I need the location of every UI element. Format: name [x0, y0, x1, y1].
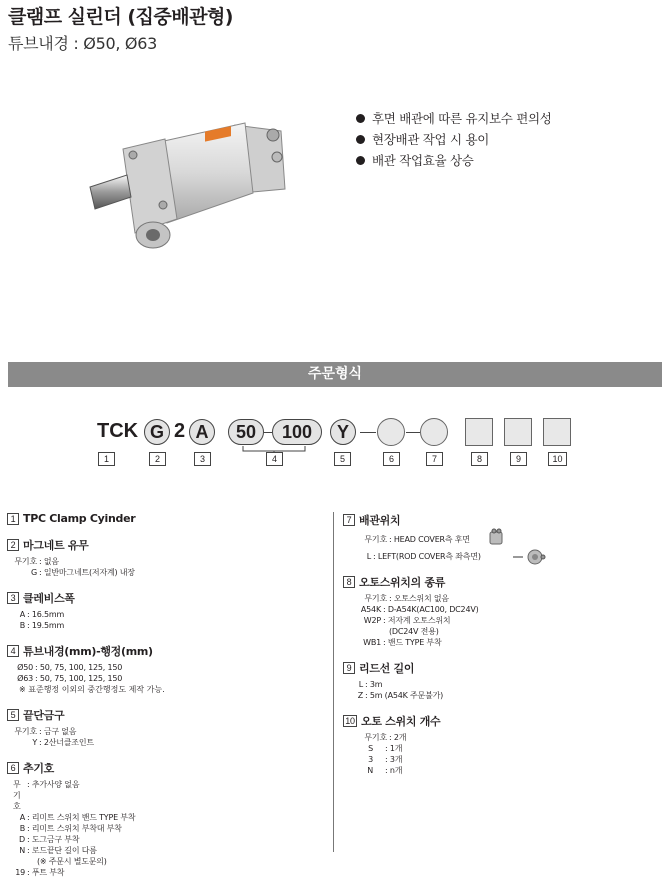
spec-section: 2 마그네트 유무 무기호 : 없음 G : 일반마그네트(저자계) 내장 — [7, 537, 327, 578]
spec-section: 8 오토스위치의 종류 무기호 : 오토스위치 없음 A54K : D-A54K(AC100, DC24V) W2P : 저자계 오토스위치 (DC24V 전용) WB1 : 밴드 TYPE 부착 — [343, 574, 663, 648]
code-bore: 50 — [228, 419, 264, 445]
code-piping-slot — [420, 418, 448, 446]
feature-item: 현장배관 작업 시 용이 — [356, 129, 552, 150]
spec-section: 3 클레비스폭 A : 16.5mm B : 19.5mm — [7, 590, 327, 631]
bullet-icon — [356, 156, 365, 165]
code-clevis-prefix: 2 — [174, 420, 186, 442]
bullet-icon — [356, 135, 365, 144]
code-dash — [264, 432, 272, 433]
spec-section: 4 튜브내경(mm)-행정(mm) Ø50 : 50, 75, 100, 125, 150 Ø63 : 50, 75, 100, 125, 150 ※ 표준행정 이외의 중간행정도 제작 가능. — [7, 643, 327, 695]
feature-item: 배관 작업효율 상승 — [356, 150, 552, 171]
spec-note: ※ 표준행정 이외의 중간행정도 제작 가능. — [19, 685, 165, 694]
code-number: 7 — [426, 452, 443, 466]
order-format-bar: 주문형식 — [8, 362, 662, 387]
spec-section: 7 배관위치 무기호 : HEAD COVER측 후면 L : LEFT(ROD COVER측 좌측면) — [343, 512, 663, 562]
code-clevis: A — [189, 419, 215, 445]
spec-section: 1 TPC Clamp Cyinder — [7, 512, 327, 525]
code-number: 1 — [98, 452, 115, 466]
spec-section: 9 리드선 길이 L : 3m Z : 5m (A54K 주문불가) — [343, 660, 663, 701]
code-number: 9 — [510, 452, 527, 466]
spec-column-left — [7, 512, 327, 890]
code-number: 4 — [266, 452, 283, 466]
code-number: 10 — [548, 452, 567, 466]
code-dash — [360, 432, 376, 433]
code-prefix: TCK — [97, 420, 139, 442]
code-dash — [406, 432, 420, 433]
feature-list — [356, 108, 552, 171]
page-subtitle: 튜브내경 : Ø50, Ø63 — [8, 34, 157, 53]
feature-item: 후면 배관에 따른 유지보수 편의성 — [356, 108, 552, 129]
spec-section: 6 추기호 무기호 : 추가사양 없음 A : 리미트 스위치 밴드 TYPE 부착 B : 리미트 스위치 부착대 부착 D : 도그금구 부착 N : 로드끝단 길이 다름 (※ 주문시 별도문의) 19 : 푸트 부착 — [7, 760, 327, 878]
code-number: 3 — [194, 452, 211, 466]
bullet-icon — [356, 114, 365, 123]
head-cover-fitting-icon — [489, 528, 503, 546]
code-magnet: G — [144, 419, 170, 445]
column-divider — [333, 512, 334, 852]
code-stroke: 100 — [272, 419, 322, 445]
code-number: 8 — [471, 452, 488, 466]
code-number: 6 — [383, 452, 400, 466]
code-number: 2 — [149, 452, 166, 466]
spec-section: 5 끝단금구 무기호 : 금구 없음 Y : 2산너클조인트 — [7, 707, 327, 748]
code-number: 5 — [334, 452, 351, 466]
order-code-diagram — [0, 410, 671, 470]
spec-section: 10 오토 스위치 개수 무기호 : 2개 S : 1개 3 : 3개 N : n개 — [343, 713, 663, 776]
left-fitting-icon — [513, 548, 547, 566]
code-rod-end: Y — [330, 419, 356, 445]
code-option-slot — [377, 418, 405, 446]
spec-column-right — [343, 512, 663, 788]
code-switch-slot — [465, 418, 493, 446]
code-lead-slot — [504, 418, 532, 446]
cylinder-product-image — [95, 105, 325, 275]
code-count-slot — [543, 418, 571, 446]
page-title: 클램프 실린더 (집중배관형) — [8, 6, 233, 28]
